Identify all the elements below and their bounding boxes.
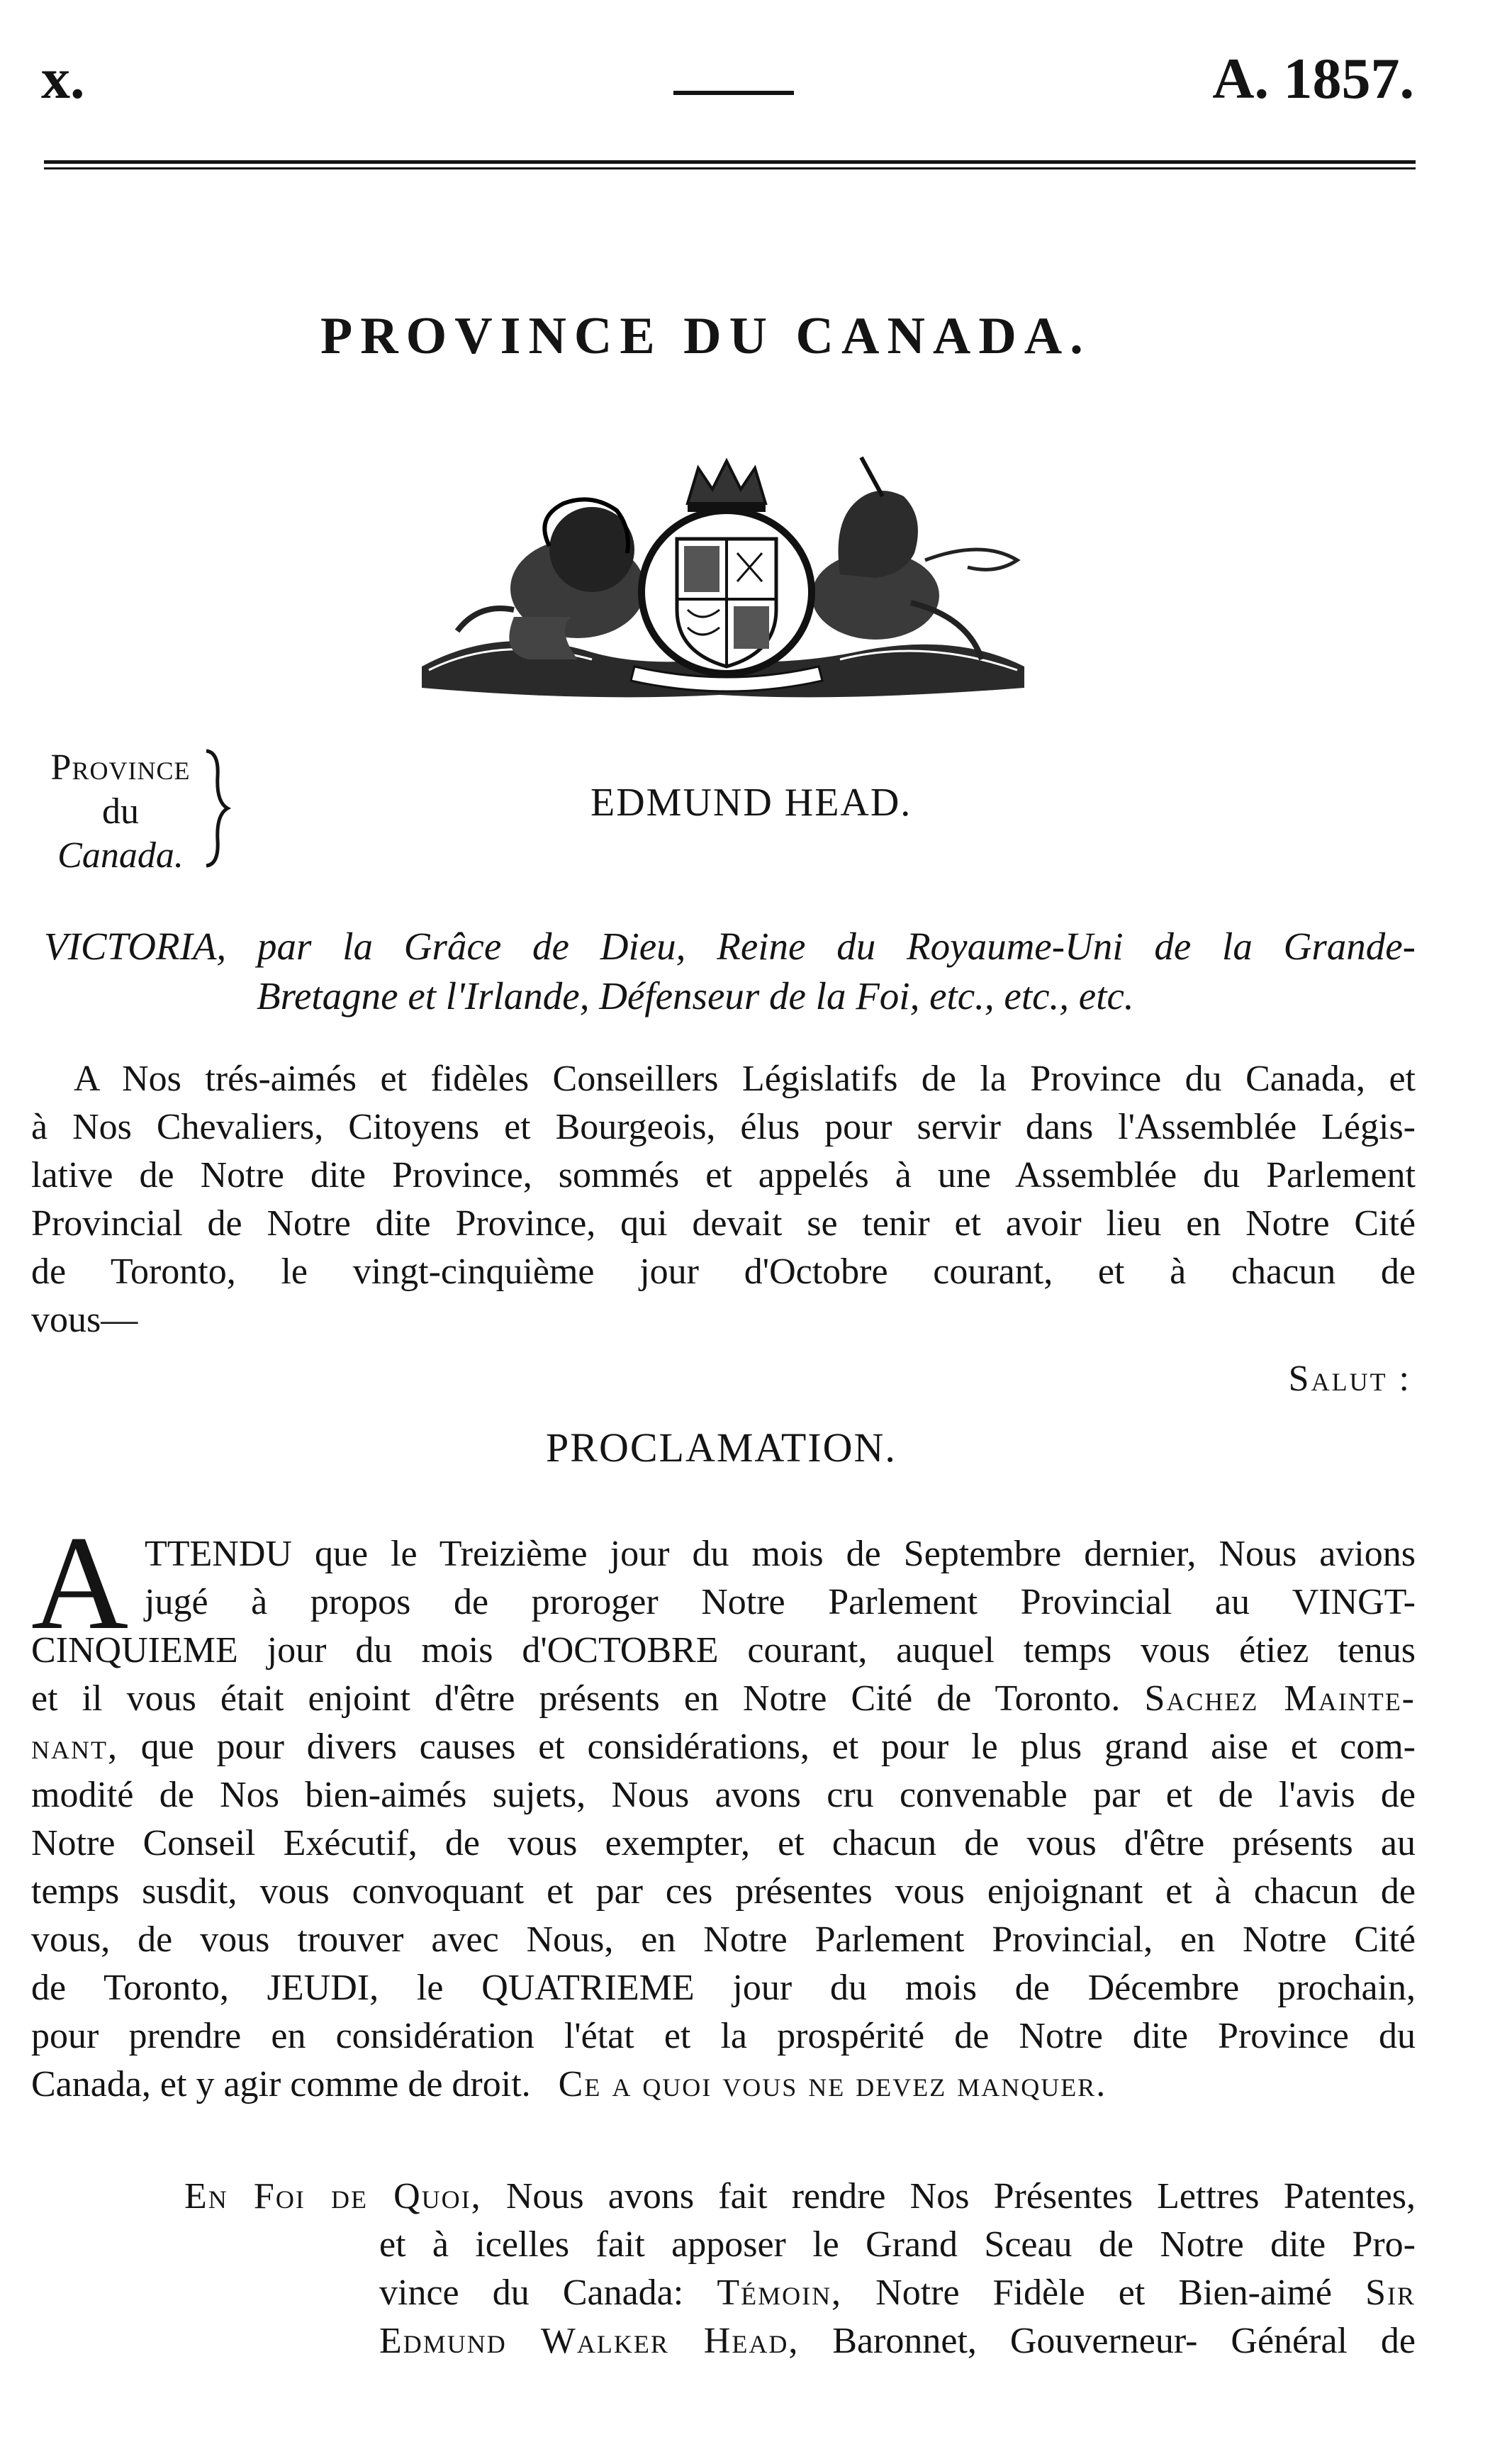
salutation: Salut : [1288, 1359, 1411, 1399]
body-line: TTENDU que le Treizième jour du mois de Septembre dernier, Nous avions [145, 1534, 1416, 1574]
body-line: Notre Conseil Exécutif, de vous exempter, et chacun de vous d'être présents au [31, 1823, 1416, 1863]
teste-line: et à icelles fait apposer le Grand Sceau de Notre dite Pro- [379, 2224, 1416, 2265]
header-rule-thin [44, 167, 1416, 169]
address-line: Provincial de Notre dite Province, qui devait se tenir et avoir lieu en Notre Cité [31, 1203, 1416, 1244]
teste-line: En Foi de Quoi, Nous avons fait rendre Nos Présentes Lettres Patentes, [184, 2176, 1416, 2217]
teste-clause [184, 2173, 1416, 2365]
page-number: x. [41, 46, 85, 111]
body-line: temps susdit, vous convoquant et par ces présentes vous enjoignant et à chacun de [31, 1871, 1416, 1912]
royal-style-line-1: VICTORIA, par la Grâce de Dieu, Reine du Royaume-Uni de la Grande- [44, 925, 1416, 968]
closing-small-caps: Ce a quoi vous ne devez manquer. [558, 2064, 1107, 2104]
body-line: pour prendre en considération l'état et la prospérité de Notre dite Province du [31, 2016, 1416, 2056]
royal-style-line-2: Bretagne et l'Irlande, Défenseur de la Foi, etc., etc., etc. [257, 974, 1134, 1017]
document-page: x. A. 1857. PROVINCE DU CANADA. Province du Canada. EDMUND HEAD. VICTORIA, par la Grâce de Dieu, Reine du Royaume-Uni de la Grande- Bretagne et l'Irlande, Défenseur de la Foi, etc., etc., etc. A Nos trés-aimés et fidèles Conseillers Législatifs de la Province du Canada, et à Nos Chevaliers, Citoyens et Bourgeois, élus pour servir dans l'Assemblée Légis- lative de Notre dite Province, sommés et appelés à une Assemblée du Parlement Provincial de Notre dite Province, qui devait se tenir et avoir lieu en Notre Cité de Toronto, le vingt-cinquième jour d'Octobre courant, et à chacun de vous— Salut : PROCLAMATION. A TTENDU que le Treizième jour du mois de Septembre dernier, Nous avions jugé à propos de proroger Notre Parlement Provincial au VINGT- CINQUIEME jour du mois d'OCTOBRE courant, auquel temps vous étiez tenus et il vous était enjoint d'être présents en Notre Cité de Toronto. Sachez Mainte- nant, que pour divers causes et considérations, et pour le plus grand aise et com- modité de Nos bien-aimés sujets, Nous avons cru convenable par et de l'avis de Notre Conseil Exécutif, de vous exempter, et chacun de vous d'être présents au temps susdit, vous convoquant et par ces présentes vous enjoignant et à chacun de vous, de vous trouver avec Nous, en Notre Parlement Provincial, en Notre Cité de Toronto, JEUDI, le QUATRIEME jour du mois de Décembre prochain, pour prendre en considération l'état et la prospérité de Notre dite Province du Canada, et y agir comme de droit. Ce a quoi vous ne devez manquer. En Foi de Quoi, Nous avons fait rendre Nos Présentes Lettres Patentes, et à icelles fait apposer le Grand Sceau de Notre dite Pro- vince du Canada: Témoin, Notre Fidèle et Bien-aimé Sir Edmund Walker Head, Baronnet, Gouverneur- Général de [0, 0, 1512, 2442]
address-line: lative de Notre dite Province, sommés et appelés à une Assemblée du Parlement [31, 1155, 1416, 1195]
header-rule [44, 160, 1416, 164]
marginal-gloss [28, 746, 213, 878]
address-line: A Nos trés-aimés et fidèles Conseillers Législatifs de la Province du Canada, et [74, 1059, 1416, 1099]
address-paragraph [31, 1055, 1416, 1344]
gloss-line-3: Canada. [57, 835, 184, 876]
gloss-line-1: Province [50, 747, 191, 788]
sachez-small-caps: Sachez Mainte- [1144, 1678, 1416, 1719]
address-line: de Toronto, le vingt-cinquième jour d'Octobre courant, et à chacun de [31, 1251, 1416, 1292]
teste-line: vince du Canada: Témoin, Notre Fidèle et Bien-aimé Sir [379, 2273, 1416, 2313]
address-line: vous— [31, 1300, 138, 1340]
body-line: nant, que pour divers causes et considérations, et pour le plus grand aise et com- [31, 1727, 1416, 1767]
drop-cap: A [31, 1509, 129, 1658]
royal-style [44, 922, 1416, 1021]
teste-line: Edmund Walker Head, Baronnet, Gouverneur- Général de [379, 2321, 1416, 2361]
gloss-line-2: du [102, 791, 139, 832]
nant-small-caps: nant, [31, 1727, 118, 1767]
body-line: modité de Nos bien-aimés sujets, Nous avons cru convenable par et de l'avis de [31, 1775, 1416, 1815]
body-line: vous, de vous trouver avec Nous, en Notre Parlement Provincial, en Notre Cité [31, 1919, 1416, 1960]
body-line: CINQUIEME jour du mois d'OCTOBRE courant, auquel temps vous étiez tenus [31, 1630, 1416, 1671]
proclamation-body [31, 1509, 1416, 2109]
body-line: et il vous était enjoint d'être présents en Notre Cité de Toronto. Sachez Mainte- [31, 1678, 1416, 1719]
body-line: de Toronto, JEUDI, le QUATRIEME jour du mois de Décembre prochain, [31, 1968, 1416, 2008]
right-brace-icon [201, 748, 236, 869]
year-heading: A. 1857. [1212, 46, 1414, 111]
body-line: jugé à propos de proroger Notre Parlement Provincial au VINGT- [145, 1582, 1416, 1622]
header-dash [673, 91, 794, 95]
address-line: à Nos Chevaliers, Citoyens et Bourgeois, élus pour servir dans l'Assemblée Légis- [31, 1107, 1416, 1147]
body-line: Canada, et y agir comme de droit. Ce a quoi vous ne devez manquer. [31, 2064, 1107, 2104]
royal-coat-of-arms-icon [415, 454, 1031, 706]
